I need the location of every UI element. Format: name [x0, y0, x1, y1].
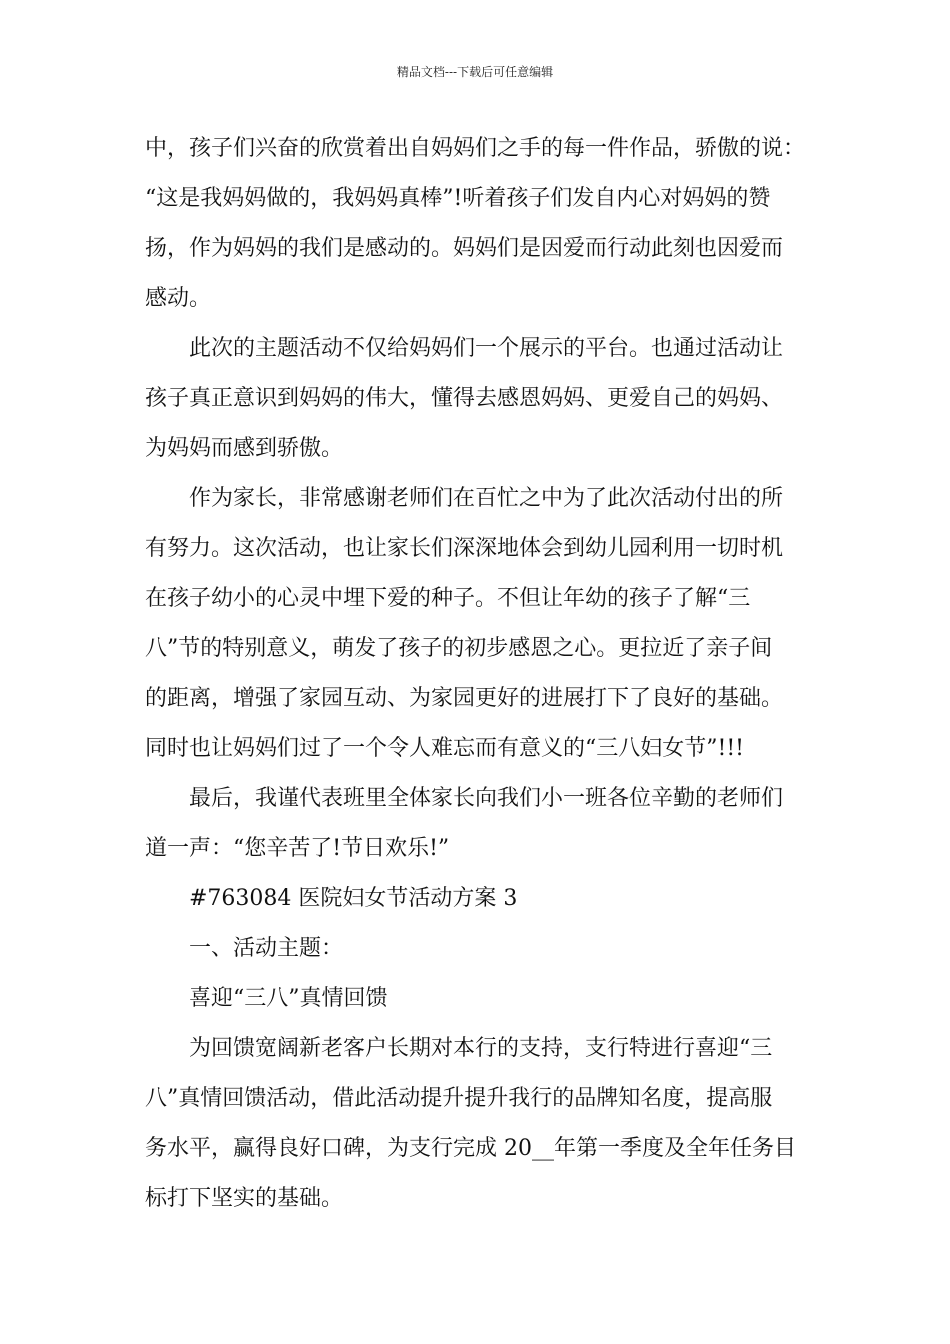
text-line: 在孩子幼小的心灵中埋下爱的种子。不但让年幼的孩子了解“三	[145, 586, 751, 611]
text-line: 扬，作为妈妈的我们是感动的。妈妈们是因爱而行动此刻也因爱而	[145, 236, 784, 261]
text-line: 标打下坚实的基础。	[145, 1186, 344, 1211]
text-line: 最后，我谨代表班里全体家长向我们小一班各位辛勤的老师们	[189, 786, 784, 811]
text-line: “这是我妈妈做的，我妈妈真棒”!听着孩子们发自内心对妈妈的赞	[145, 186, 771, 211]
text-line: 喜迎“三八”真情回馈	[189, 986, 388, 1011]
text-line: 孩子真正意识到妈妈的伟大，懂得去感恩妈妈、更爱自己的妈妈、	[145, 386, 784, 411]
document-body	[145, 124, 810, 1224]
text-line: 为回馈宽阔新老客户长期对本行的支持，支行特进行喜迎“三	[189, 1036, 773, 1061]
text-line: 八”真情回馈活动，借此活动提升提升我行的品牌知名度，提高服	[145, 1086, 773, 1111]
text-line: #763084 医院妇女节活动方案 3	[189, 886, 518, 911]
text-line: 同时也让妈妈们过了一个令人难忘而有意义的“三八妇女节”!!!	[145, 736, 745, 761]
text-line: 道一声：“您辛苦了!节日欢乐!”	[145, 836, 450, 861]
text-line: 八”节的特别意义，萌发了孩子的初步感恩之心。更拉近了亲子间	[145, 636, 773, 661]
text-line: 作为家长，非常感谢老师们在百忙之中为了此次活动付出的所	[189, 486, 784, 511]
text-line: 的距离，增强了家园互动、为家园更好的进展打下了良好的基础。	[145, 686, 784, 711]
text-line: 为妈妈而感到骄傲。	[145, 436, 344, 461]
text-line: 感动。	[145, 286, 212, 311]
text-line: 有努力。这次活动，也让家长们深深地体会到幼儿园利用一切时机	[145, 536, 784, 561]
text-line: 中，孩子们兴奋的欣赏着出自妈妈们之手的每一件作品，骄傲的说：	[145, 136, 806, 161]
page-header: 精品文档---下载后可任意编辑	[396, 65, 554, 79]
text-line: 务水平，赢得良好口碑，为支行完成 20__年第一季度及全年任务目	[145, 1136, 796, 1161]
text-line: 一、活动主题：	[189, 936, 344, 961]
text-line: 此次的主题活动不仅给妈妈们一个展示的平台。也通过活动让	[189, 336, 784, 361]
